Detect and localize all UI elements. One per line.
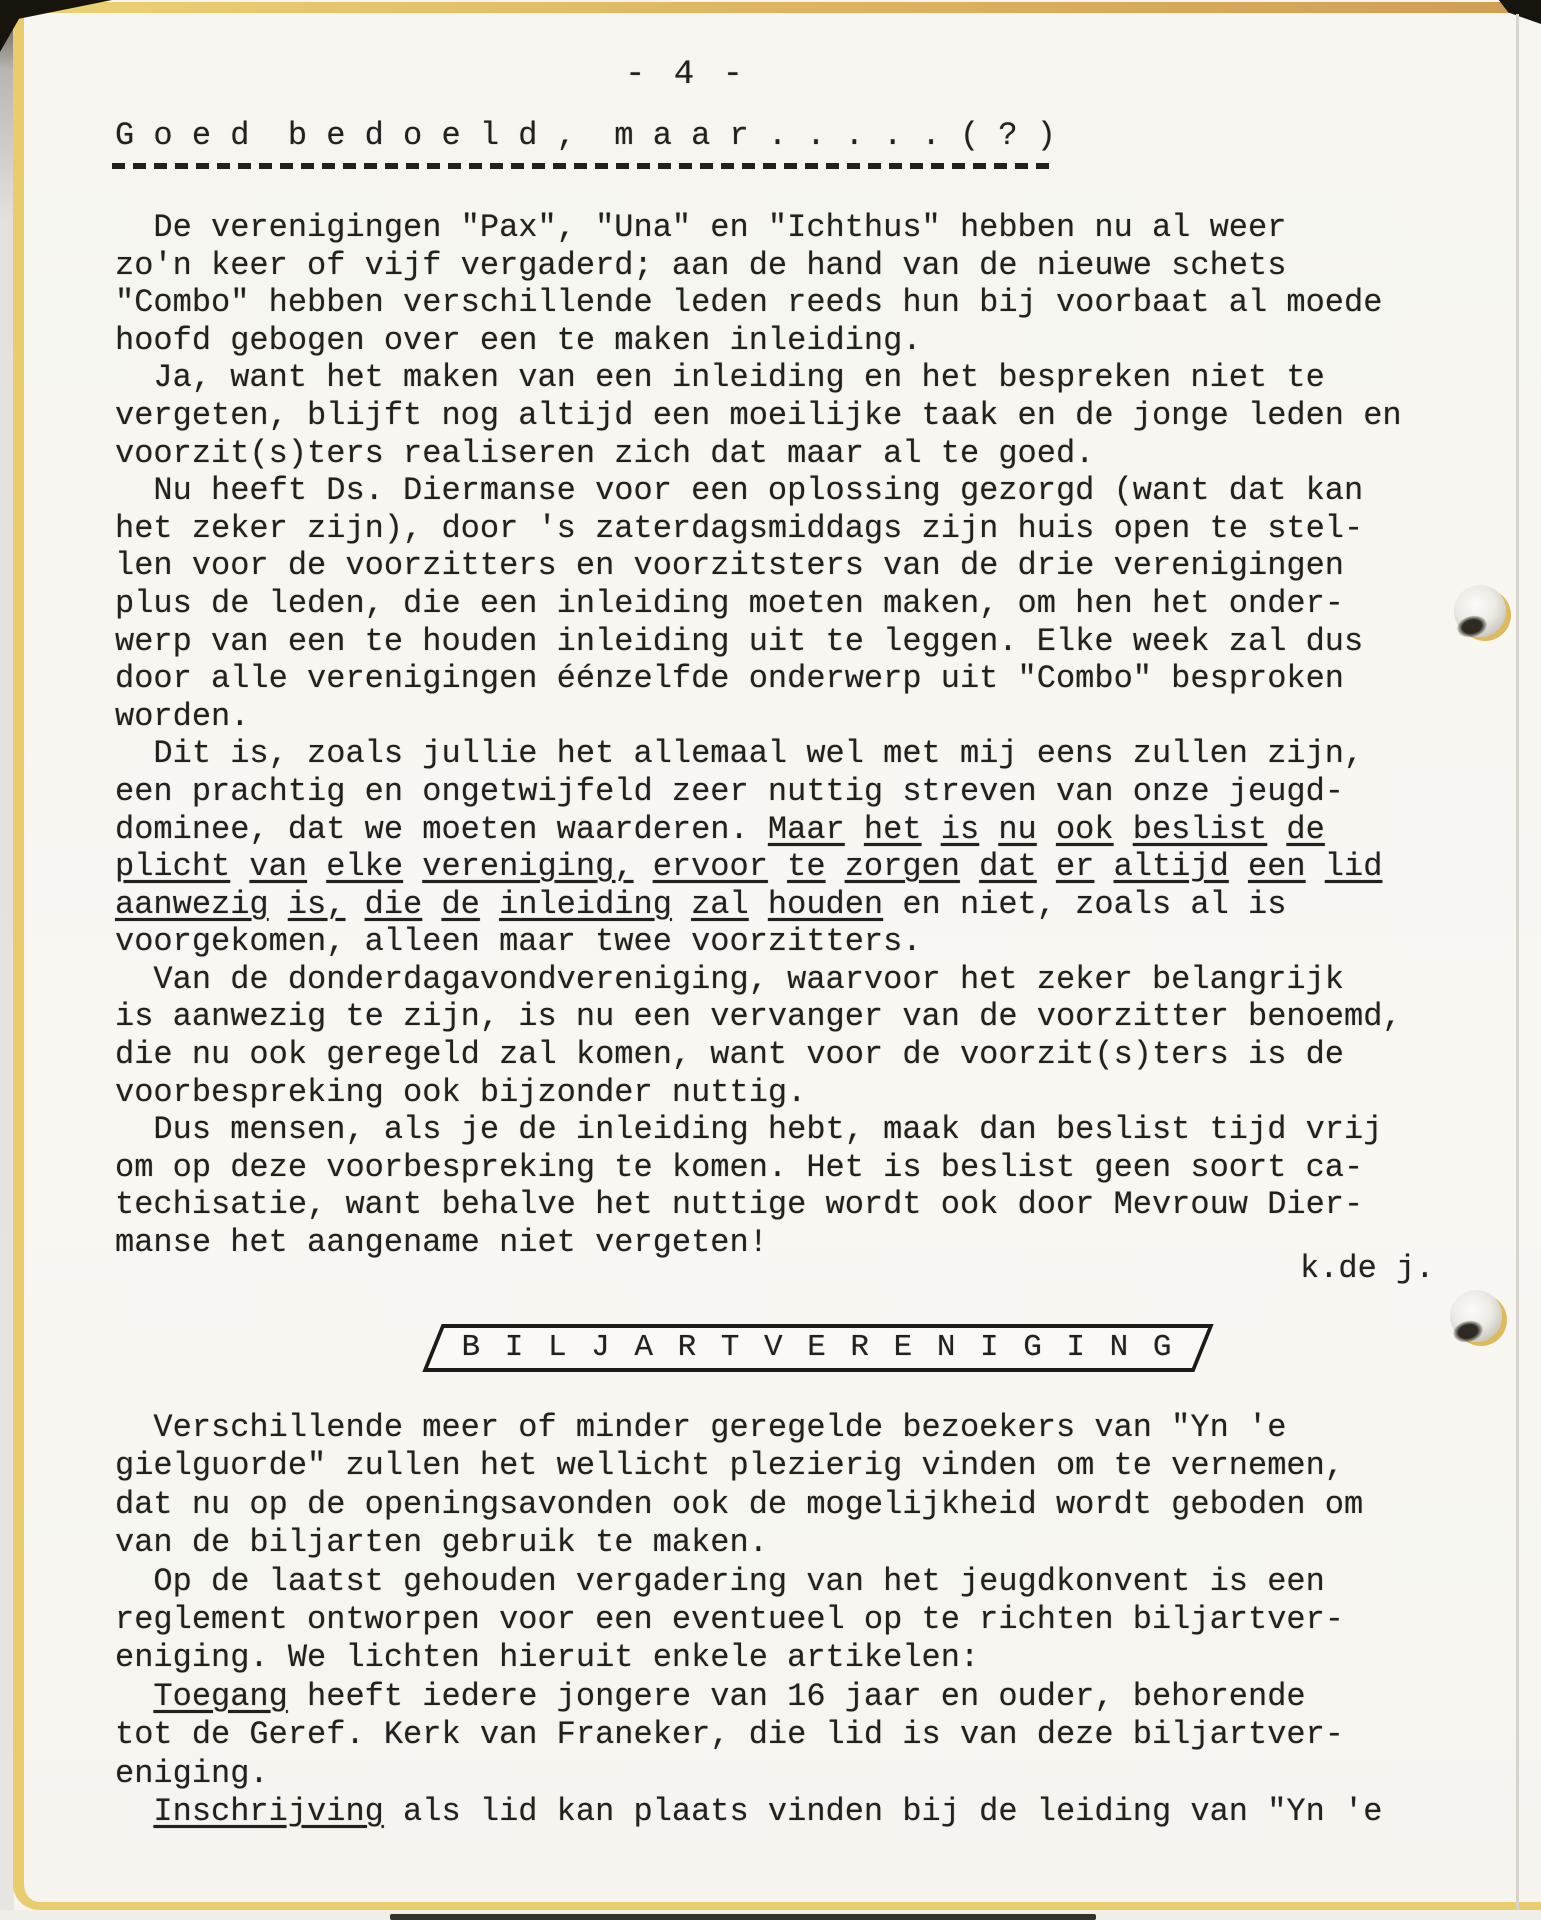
- text-line: worden.: [115, 697, 250, 735]
- text-line: Van de donderdagavondvereniging, waarvoor het zeker belangrijk: [115, 960, 1344, 998]
- text-line: door alle verenigingen éénzelfde onderwerp uit "Combo" besproken: [115, 660, 1344, 698]
- text-line: hoofd gebogen over een te maken inleiding.: [115, 321, 922, 359]
- underlined-word: een: [1247, 848, 1306, 886]
- underlined-word: inleiding: [499, 885, 672, 923]
- punch-hole-top: [1454, 585, 1506, 637]
- text-line: techisatie, want behalve het nuttige wordt ook door Mevrouw Dier-: [115, 1186, 1364, 1224]
- text-line: vergeten, blijft nog altijd een moeilijke taak en de jonge leden en: [115, 396, 1402, 434]
- underlined-word: plicht: [115, 848, 231, 886]
- underlined-word: zal: [691, 885, 749, 923]
- underlined-word: dat: [979, 848, 1037, 886]
- page-right-edge: [1516, 14, 1519, 1920]
- text-line: "Combo" hebben verschillende leden reeds hun bij voorbaat al moede: [115, 284, 1383, 322]
- article-title: G o e d b e d o e l d , m a a r . . . . . ( ? ): [115, 117, 1056, 154]
- text-line: Dus mensen, als je de inleiding hebt, maak dan beslist tijd vrij: [115, 1111, 1383, 1149]
- underlined-word: elke: [326, 848, 404, 886]
- text-line: eniging. We lichten hieruit enkele artikelen:: [115, 1639, 980, 1677]
- text-line: plus de leden, die een inleiding moeten maken, om hen het onder-: [115, 584, 1344, 622]
- underlined-word: aanwezig: [115, 885, 269, 923]
- text-line: gielguorde" zullen het wellicht plezierig vinden om te vernemen,: [115, 1447, 1344, 1485]
- text-line: dat nu op de openingsavonden ook de mogelijkheid wordt geboden om: [115, 1485, 1364, 1523]
- text-line: Dit is, zoals jullie het allemaal wel met mij eens zullen zijn,: [115, 735, 1364, 773]
- page-number: - 4 -: [624, 56, 748, 94]
- text-line: Op de laatst gehouden vergadering van het jeugdkonvent is een: [115, 1562, 1325, 1600]
- text-line: reglement ontworpen voor een eventueel op te richten biljartver-: [115, 1601, 1344, 1639]
- text-line: het zeker zijn), door 's zaterdagsmiddags zijn huis open te stel-: [115, 509, 1364, 547]
- underlined-word: houden: [767, 885, 884, 923]
- underlying-page-top-edge: [13, 2, 1515, 13]
- text-line: De verenigingen "Pax", "Una" en "Ichthus" hebben nu al weer: [115, 209, 1287, 246]
- text-line: voorgekomen, alleen maar twee voorzitters.: [115, 923, 922, 961]
- underlined-word: er: [1055, 848, 1095, 886]
- text-line: len voor de voorzitters en voorzitsters van de drie verenigingen: [115, 547, 1344, 585]
- text-line: van de biljarten gebruik te maken.: [115, 1524, 768, 1562]
- underlined-word: ook: [1055, 810, 1114, 848]
- underlined-word: Maar: [767, 810, 845, 848]
- scan-artifact-bar: [390, 1914, 1096, 1920]
- text-line: zo'n keer of vijf vergaderd; aan de hand van de nieuwe schets: [115, 246, 1287, 284]
- text-line: Verschillende meer of minder geregelde bezoekers van "Yn 'e: [115, 1409, 1287, 1446]
- underlined-word: lid: [1324, 848, 1383, 886]
- text-line: manse het aangename niet vergeten!: [115, 1224, 768, 1262]
- text-line: [115, 848, 1402, 886]
- section-title-box: [422, 1324, 1213, 1372]
- underlined-word: van: [249, 848, 308, 886]
- text-line: die nu ook geregeld zal komen, want voor de voorzit(s)ters is de: [115, 1036, 1344, 1074]
- underlined-word: Toegang: [153, 1677, 288, 1715]
- text-line: dominee, dat we moeten waarderen. Maar het is nu ook beslist de: [115, 810, 1325, 848]
- section-title: B I L J A R T V E R E N I G I N G: [461, 1330, 1175, 1365]
- underlined-word: vereniging,: [422, 848, 634, 886]
- author-initials: k.de j.: [1300, 1250, 1435, 1287]
- underlined-word: die: [364, 885, 423, 923]
- text-line: eniging.: [115, 1754, 269, 1792]
- underlined-word: de: [441, 885, 480, 923]
- punch-hole-bottom: [1450, 1290, 1502, 1342]
- underlined-word: Inschrijving: [153, 1793, 384, 1831]
- underlined-word: ervoor: [652, 848, 768, 886]
- underlined-word: te: [787, 848, 826, 886]
- underlined-word: altijd: [1113, 848, 1229, 886]
- underlined-word: beslist: [1132, 810, 1268, 848]
- underlined-word: is: [940, 810, 980, 848]
- text-line: tot de Geref. Kerk van Franeker, die lid is van deze biljartver-: [115, 1716, 1344, 1754]
- text-line: Inschrijving als lid kan plaats vinden bij de leiding van "Yn 'e: [153, 1793, 1383, 1831]
- text-line: werp van een te houden inleiding uit te leggen. Elke week zal dus: [115, 622, 1364, 660]
- text-line: aanwezig is, die de inleiding zal houden en niet, zoals al is: [115, 885, 1287, 923]
- text-line: voorbespreking ook bijzonder nuttig.: [115, 1073, 807, 1111]
- underlined-word: nu: [998, 810, 1037, 848]
- text-line: is aanwezig te zijn, is nu een vervanger van de voorzitter benoemd,: [115, 998, 1402, 1036]
- text-line: voorzit(s)ters realiseren zich dat maar al te goed.: [115, 434, 1095, 472]
- article-body: [115, 209, 1402, 1262]
- text-line: een prachtig en ongetwijfeld zeer nuttig streven van onze jeugd-: [115, 772, 1344, 810]
- title-underline: [112, 163, 1050, 169]
- section-body: [115, 1409, 1382, 1831]
- page-left-edge: [0, 0, 14, 1920]
- text-line: Toegang heeft iedere jongere van 16 jaar en ouder, behorende: [153, 1677, 1306, 1715]
- text-line: Nu heeft Ds. Diermanse voor een oplossing gezorgd (want dat kan: [115, 472, 1364, 510]
- text-line: Ja, want het maken van een inleiding en het bespreken niet te: [115, 359, 1325, 397]
- underlined-word: is,: [287, 885, 346, 923]
- text-line: om op deze voorbespreking te komen. Het is beslist geen soort ca-: [115, 1148, 1364, 1186]
- underlined-word: het: [863, 810, 922, 848]
- underlined-word: zorgen: [844, 848, 960, 886]
- underlined-word: de: [1286, 810, 1325, 848]
